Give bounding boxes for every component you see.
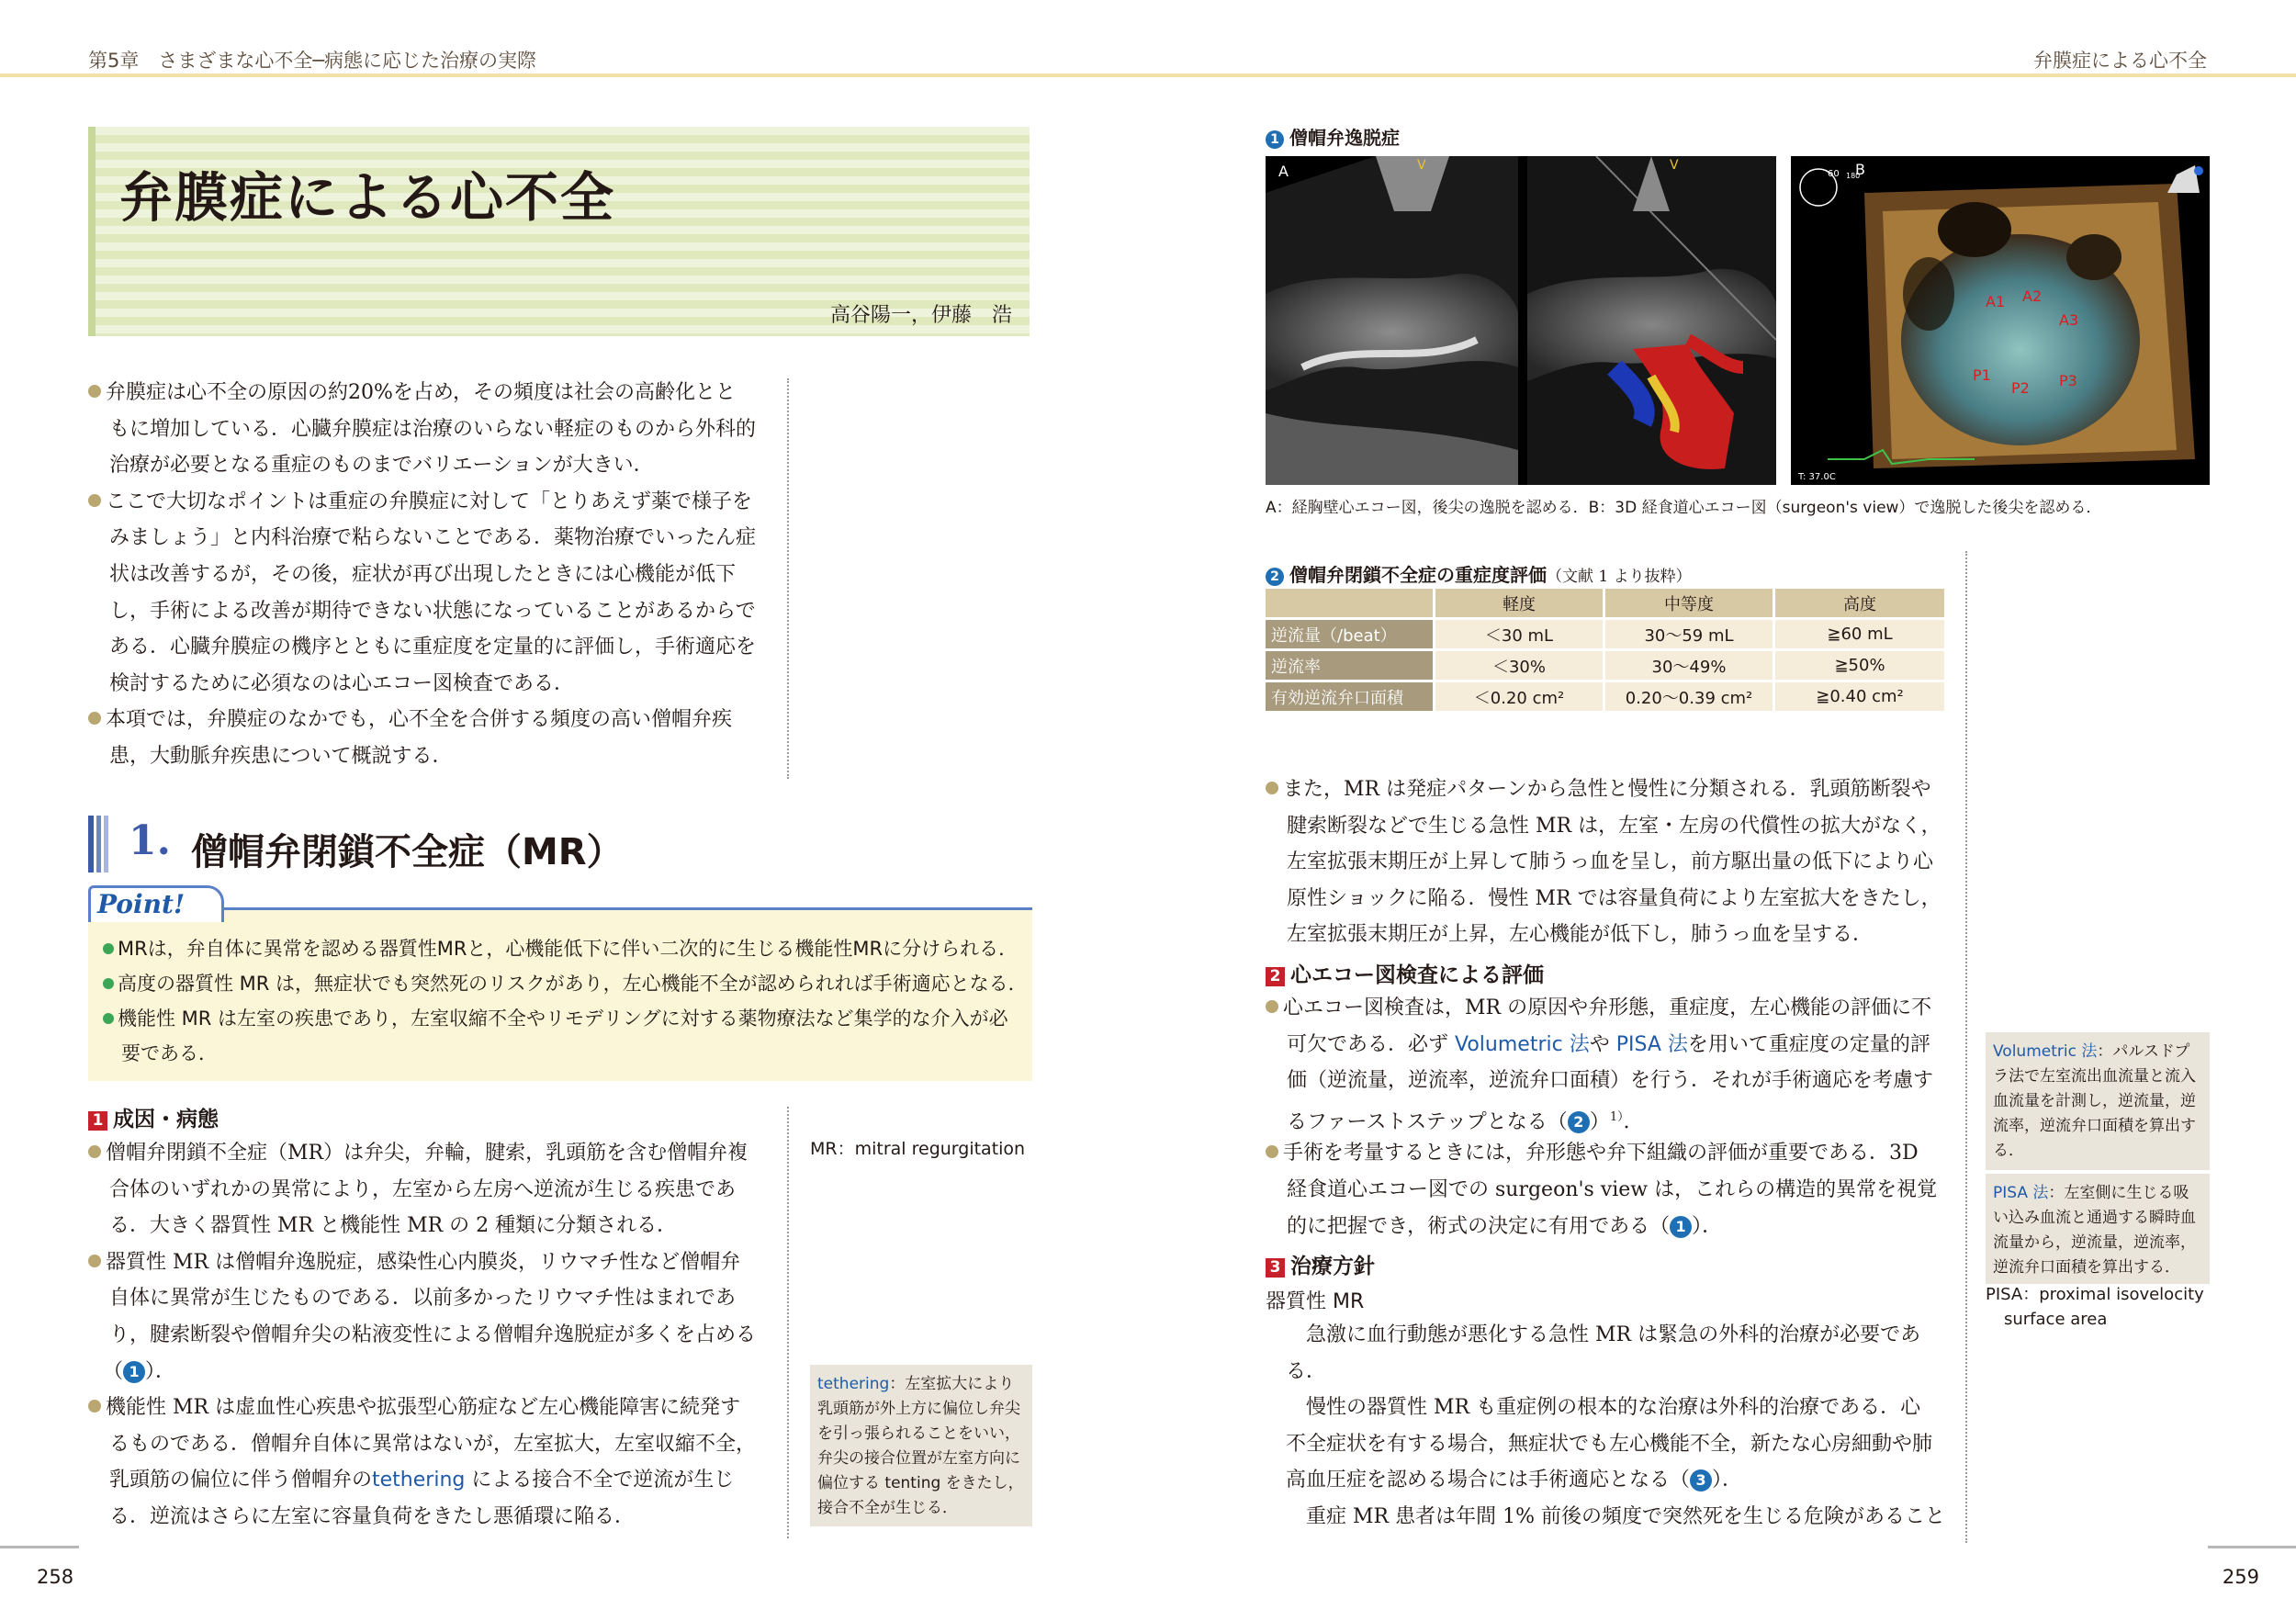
table-row: 逆流率 ＜30% 30〜49% ≧50%: [1266, 651, 1944, 680]
running-header-right: 弁膜症による心不全: [2033, 50, 2207, 72]
note-volumetric: Volumetric 法：パルスドプ ラ法で左室流出血流量と流入 血流量を計測し，逆流量，逆 流率，逆流弁口面積を算出す る．: [1986, 1032, 2210, 1170]
page-number-left: 258: [37, 1566, 74, 1588]
svg-text:T: 37.0C: T: 37.0C: [1798, 472, 1836, 482]
v-mark: V: [1670, 158, 1679, 173]
right-body-divider: [1965, 551, 1967, 1543]
note-tethering: tethering：左室拡大により 乳頭筋が外上方に偏位し弁尖 を引っ張られることをいい， 弁尖の接合位置が左室方向に 偏位する tenting をきたし， 接合不全が生じる．: [810, 1365, 1032, 1526]
figure-1-caption: A：経胸壁心エコー図，後尖の逸脱を認める．B：3D 経食道心エコー図（surgeon's view）で逸脱した後尖を認める．: [1266, 499, 2102, 517]
bullet-icon: [88, 1145, 101, 1158]
subheading-3: 3 治療方針: [1266, 1249, 1375, 1279]
footer-rule-left: [0, 1546, 79, 1548]
figure-ref-1[interactable]: 1: [1670, 1216, 1692, 1238]
bullet-icon: [103, 978, 114, 989]
point-item: 高度の器質性 MR は，無症状でも突然死のリスクがあり，左心機能不全が認められれば手術適応となる．: [103, 966, 1021, 1001]
left-body: 僧帽弁閉鎖不全症（MR）は弁尖，弁輪，腱索，乳頭筋を含む僧帽弁複 合体のいずれかの異常により，左室から左房へ逆流が生じる疾患であ る．大きく器質性 MR と機能性 MR の 2 種類に分類される． 器質性 MR は僧帽弁逸脱症，感染性心内膜炎，リウマチ性など僧帽弁 自体に異常が生じたものである．以前多かったリウマチ性はまれであ り，腱索断裂や僧帽弁尖の粘液変性による僧帽弁逸脱症が多くを占める （ 1 ）． 機能性 MR は虚血性心疾患や拡張型心筋症など左心機能障害に続発す るものである．僧帽弁自体に異常はないが，左室拡大，左室収縮不全， 乳頭筋の偏位に伴う僧帽弁のtethering による接合不全で逆流が生じ る．逆流はさらに左室に容量負荷をきたし悪循環に陥る．: [88, 1135, 786, 1539]
section-title: 僧帽弁閉鎖不全症（MR）: [191, 831, 624, 873]
intro-divider: [787, 378, 789, 779]
figure-2-title: 2 僧帽弁閉鎖不全症の重症度評価（文献 1 より抜粋）: [1266, 560, 1692, 587]
section-number: 1.: [129, 817, 171, 864]
label-a2: A2: [2022, 287, 2043, 305]
svg-text:60: 60: [1828, 169, 1840, 179]
right-body-1: また，MR は発症パターンから急性と慢性に分類される．乳頭筋断裂や 腱索断裂などで生じる急性 MR は，左室・左房の代償性の拡大がなく， 左室拡張末期圧が上昇して肺うっ血を呈し，前方駆出量の低下により心 原性ショックに陥る．慢性 MR では容量負荷により左室拡大をきたし， 左室拡張末期圧が上昇，左心機能が低下し，肺うっ血を呈する．: [1266, 771, 1964, 955]
subheading-number: 1: [88, 1111, 107, 1131]
subheading-2: 2 心エコー図検査による評価: [1266, 958, 1544, 988]
point-list: [103, 931, 1028, 1071]
figure-1b-echo3d: [1791, 156, 2210, 485]
running-header-left: 第5章 さまざまな心不全─病態に応じた治療の実際: [88, 50, 537, 72]
point-item: 要である．: [121, 1042, 218, 1064]
panel-a-label: A: [1278, 163, 1289, 180]
point-item: 機能性 MR は左室の疾患であり，左室収縮不全やリモデリングに対する薬物療法など集学的な介入が必: [103, 1001, 1021, 1036]
point-item: MRは，弁自体に異常を認める器質性MRと，心機能低下に伴い二次的に生じる機能性MRに分けられる．: [103, 931, 1021, 966]
authors: 高谷陽一，伊藤 浩: [829, 304, 1012, 327]
subheading-number: 2: [1266, 967, 1285, 986]
table-header: 高度: [1775, 589, 1944, 617]
echo-image-b: [1791, 156, 2210, 485]
table-row: 有効逆流弁口面積 ＜0.20 cm² 0.20〜0.39 cm² ≧0.40 cm²: [1266, 682, 1944, 711]
section-bar: [88, 816, 108, 872]
table-header: 軽度: [1435, 589, 1603, 617]
intro-paragraph: 弁膜症は心不全の原因の約20%を占め，その頻度は社会の高齢化とと もに増加している．心臓弁膜症は治療のいらない軽症のものから外科的 治療が必要となる重症のものまでバリエーションが大きい． ここで大切なポイントは重症の弁膜症に対して「とりあえず薬で様子を みましょう」と内科治療で粘らないことである．薬物治療でいったん症 状は改善するが，その後，症状が再び出現したときには心機能が低下 し，手術による改善が期待できない状態になっていることがあるからで ある．心臓弁膜症の機序とともに重症度を定量的に評価し，手術適応を 検討するために必須なのは心エコー図検査である． 本項では，弁膜症のなかでも，心不全を合併する頻度の高い僧帽弁疾 患，大動脈弁疾患について概説する．: [88, 375, 786, 779]
figure-ref-3[interactable]: 3: [1690, 1469, 1712, 1492]
organic-mr-heading: 器質性 MR: [1266, 1290, 1365, 1313]
panel-b-label: B: [1855, 161, 1865, 178]
bullet-icon: [88, 385, 101, 398]
point-rule: [213, 907, 1032, 910]
subheading-1: 1 成因・病態: [88, 1102, 219, 1132]
footer-rule-right: [2208, 1546, 2296, 1548]
volumetric-term: Volumetric 法: [1455, 1032, 1590, 1056]
page-number-right: 259: [2222, 1566, 2259, 1588]
pisa-term: PISA 法: [1615, 1032, 1688, 1056]
severity-table: [1263, 586, 1947, 714]
bullet-icon: [88, 1400, 101, 1413]
note-pisa: PISA 法：左室側に生じる吸 い込み血流と通過する瞬時血 流量から，逆流量，逆流率， 逆流弁口面積を算出する．: [1986, 1174, 2210, 1284]
note-mr: MR：mitral regurgitation: [810, 1139, 1026, 1159]
figure-ref-1[interactable]: 1: [123, 1361, 145, 1383]
bullet-icon: [88, 494, 101, 507]
bullet-icon: [1266, 782, 1278, 794]
header-rule-right: [1148, 73, 2296, 77]
echo-image-a: [1266, 156, 1776, 485]
bullet-icon: [88, 1255, 101, 1267]
bullet-icon: [103, 1013, 114, 1024]
point-label: Point!: [97, 889, 186, 919]
subheading-number: 3: [1266, 1258, 1285, 1278]
v-mark: V: [1417, 158, 1426, 173]
label-a3: A3: [2059, 311, 2079, 329]
label-p1: P1: [1973, 366, 1991, 384]
bullet-icon: [88, 712, 101, 725]
label-a1: A1: [1986, 293, 2006, 310]
bullet-icon: [103, 943, 114, 954]
tethering-term: tethering: [372, 1469, 466, 1492]
right-body-2: 心エコー図検査は，MR の原因や弁形態，重症度，左心機能の評価に不 可欠である．必ず Volumetric 法や PISA 法を用いて重症度の定量的評 価（逆流量，逆流率，逆流弁口面積）を行う．それが手術適応を考慮す るファーストステップとなる（ 2 ）$^{1)}$． 手術を考量するときには，弁形態や弁下組織の評価が重要である．3D 経食道心エコー図での surgeon's view は，これらの構造的異常を視覚 的に把握でき，術式の決定に有用である（ 1 ）．: [1266, 990, 1964, 1247]
figure-1-title: 1 僧帽弁逸脱症: [1266, 123, 1400, 150]
left-body-divider: [787, 1107, 789, 1538]
right-body-3: 急激に血行動態が悪化する急性 MR は緊急の外科的治療が必要であ る． 慢性の器質性 MR も重症例の根本的な治療は外科的治療である．心 不全症状を有する場合，無症状でも左心機能不全，新たな心房細動や肺 高血圧症を認める場合には手術適応となる（ 3 ）． 重症 MR 患者は年間 1% 前後の頻度で突然死を生じる危険があること: [1286, 1323, 1945, 1528]
table-header: [1266, 589, 1433, 617]
header-rule-left: [0, 73, 1148, 77]
svg-text:180: 180: [1846, 172, 1861, 180]
bullet-icon: [1266, 1000, 1278, 1013]
bullet-icon: [1266, 1145, 1278, 1158]
table-row: 逆流量（/beat） ＜30 mL 30〜59 mL ≧60 mL: [1266, 620, 1944, 648]
note-pisa-abbr: PISA：proximal isovelocity surface area: [1986, 1285, 2204, 1329]
page-title: 弁膜症による心不全: [119, 166, 616, 229]
figure-1a-echo: [1266, 156, 1776, 485]
label-p2: P2: [2011, 379, 2030, 397]
label-p3: P3: [2059, 372, 2077, 389]
figure-ref-2[interactable]: 2: [1568, 1111, 1590, 1133]
table-header: 中等度: [1605, 589, 1773, 617]
